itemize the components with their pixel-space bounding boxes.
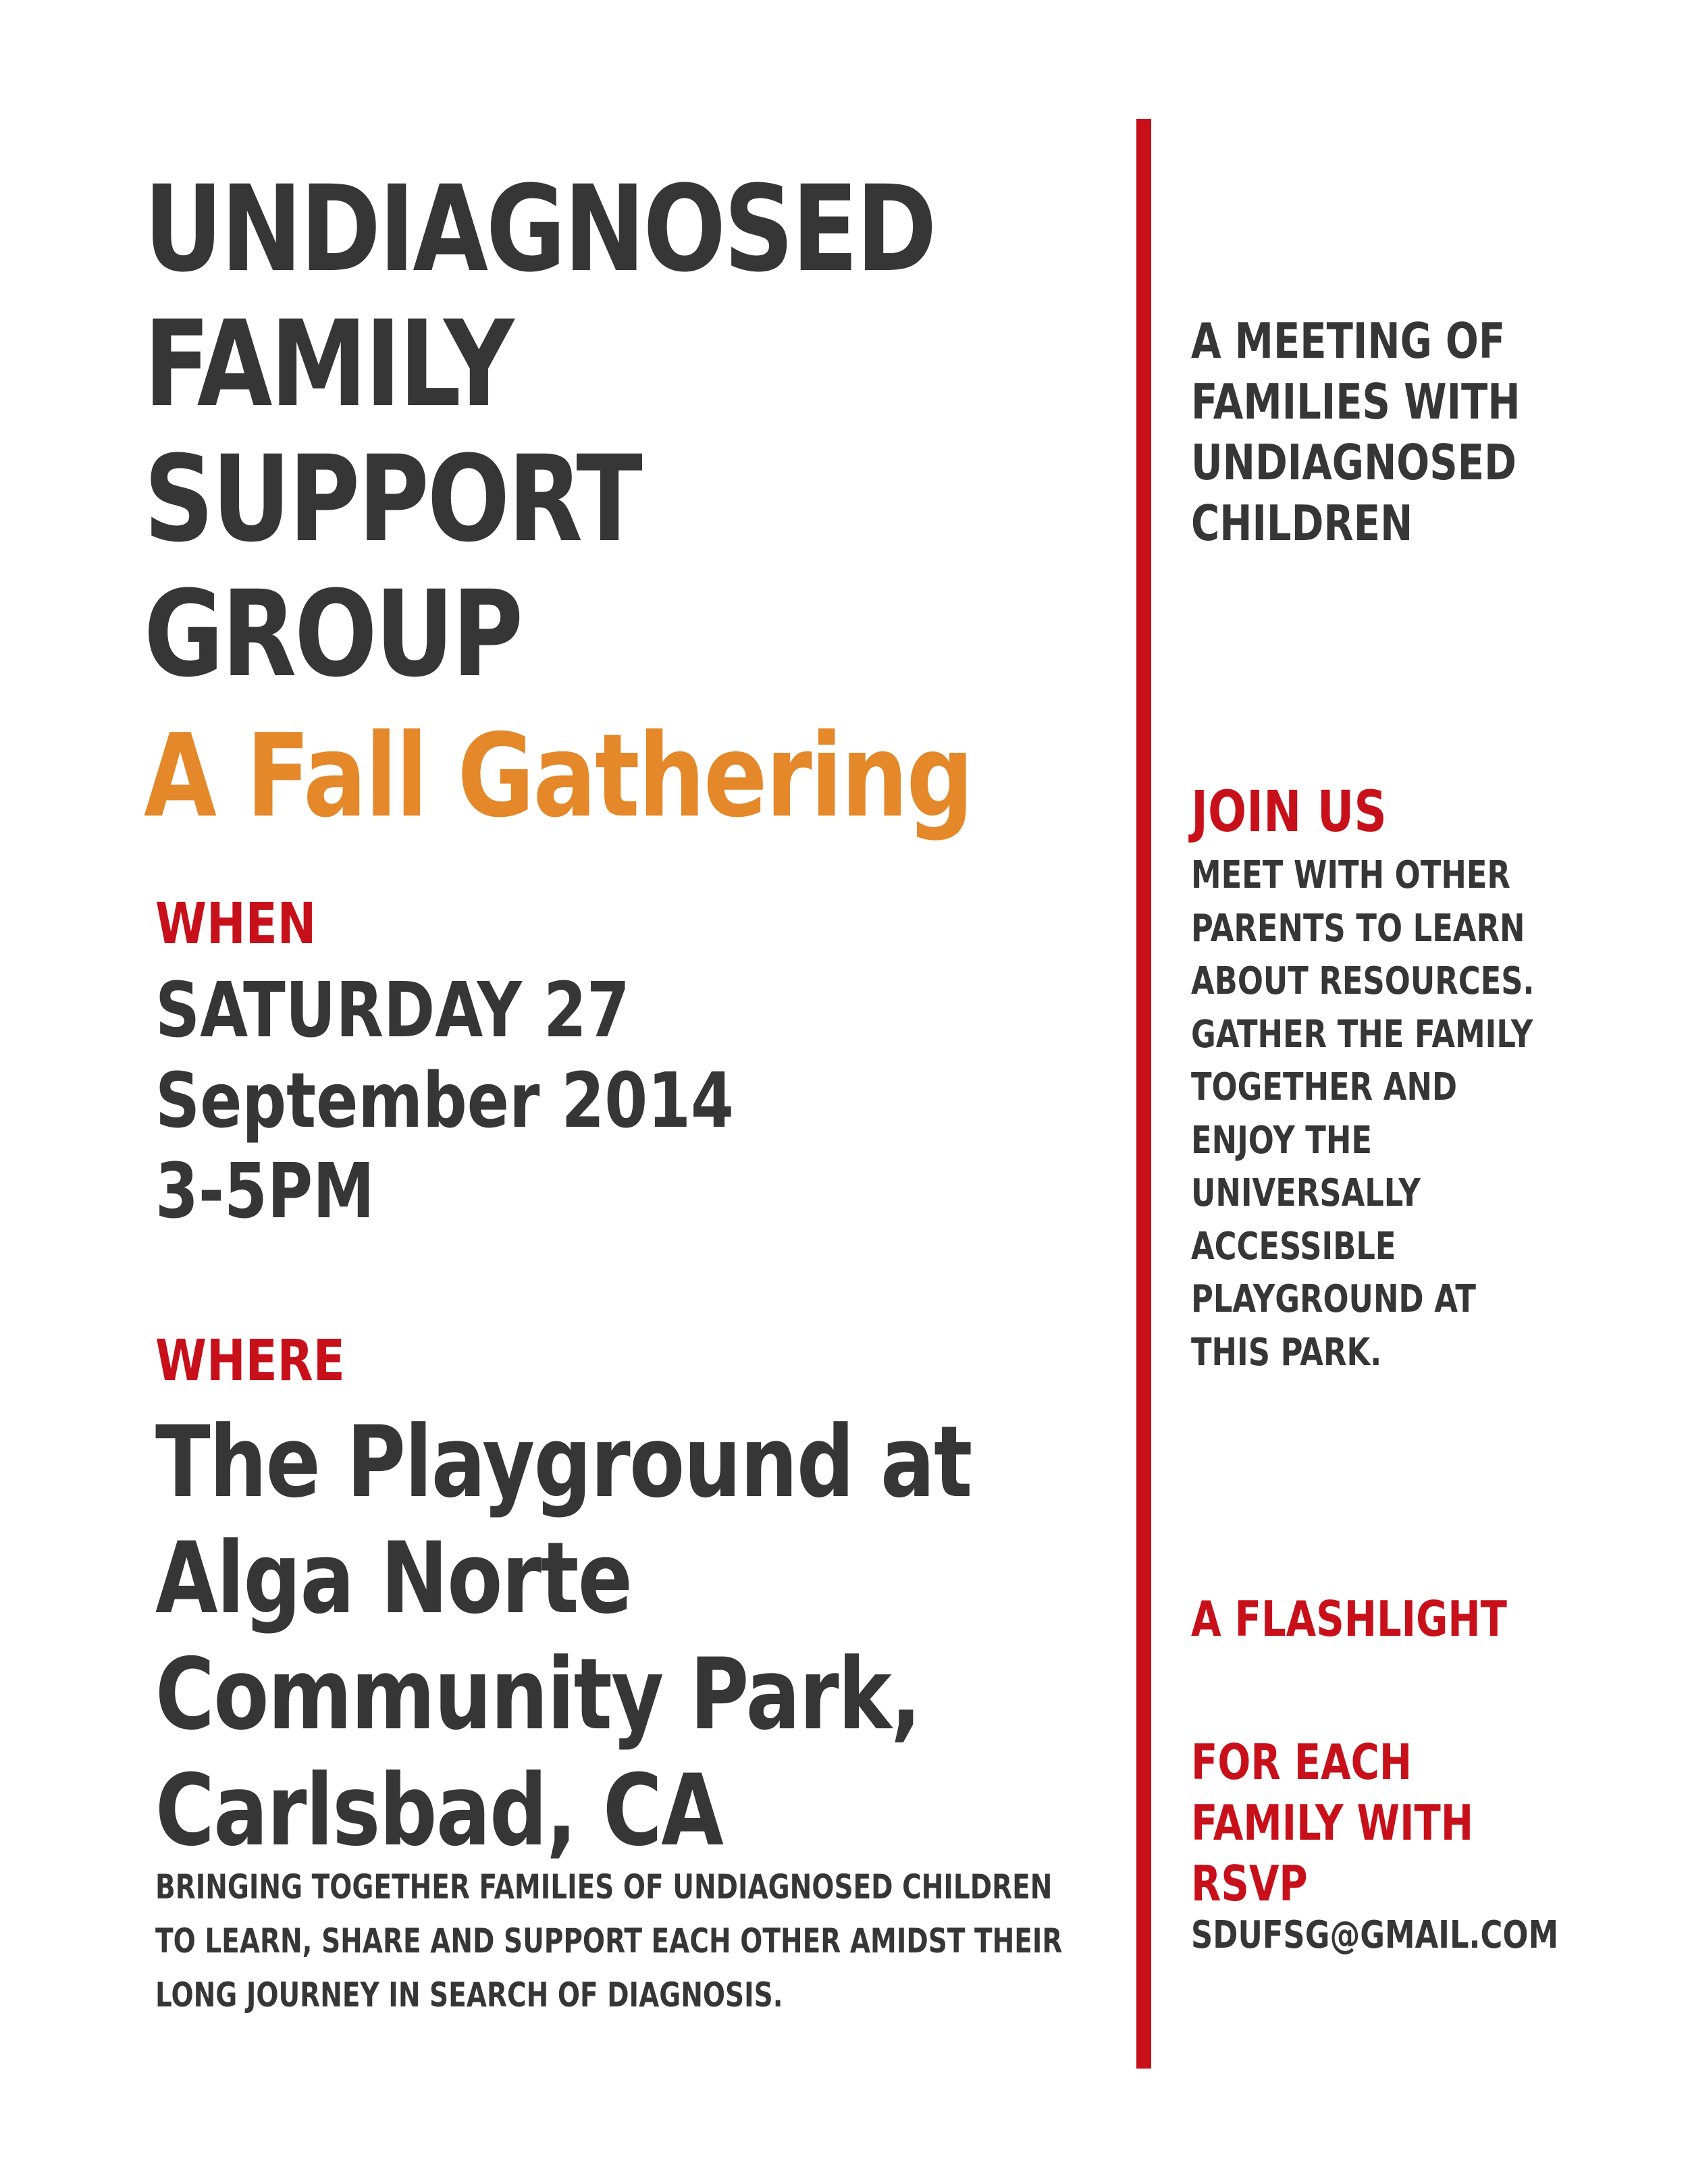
rsvp-line: RSVP — [1191, 1855, 1308, 1912]
meeting-description — [1191, 311, 1521, 554]
where-line: Community Park, — [155, 1637, 920, 1752]
title-line: FAMILY — [144, 295, 512, 433]
event-subtitle: A Fall Gathering — [144, 710, 972, 843]
flashlight-offer: A FLASHLIGHT — [1191, 1591, 1507, 1647]
title-line: UNDIAGNOSED — [144, 160, 935, 298]
join-line: GATHER THE FAMILY — [1191, 1012, 1533, 1057]
join-line: PARENTS TO LEARN — [1191, 906, 1525, 951]
join-line: UNIVERSALLY — [1191, 1171, 1421, 1215]
join-line: TOGETHER AND — [1191, 1065, 1458, 1109]
where-line: The Playground at — [155, 1405, 972, 1520]
rsvp-line: FAMILY WITH — [1191, 1794, 1474, 1851]
contact-email: SDUFSG@GMAIL.COM — [1191, 1913, 1559, 1957]
mission-line: TO LEARN, SHARE AND SUPPORT EACH OTHER AMIDST THEIR — [155, 1921, 1063, 1961]
join-us-heading: JOIN US — [1191, 778, 1387, 845]
mission-line: BRINGING TOGETHER FAMILIES OF UNDIAGNOSED CHILDREN — [155, 1867, 1053, 1907]
join-line: ABOUT RESOURCES. — [1191, 959, 1535, 1003]
mission-line: LONG JOURNEY IN SEARCH OF DIAGNOSIS. — [155, 1975, 783, 2015]
where-details — [155, 1404, 986, 1869]
join-line: ENJOY THE — [1191, 1118, 1372, 1163]
rsvp-line: FOR EACH — [1191, 1734, 1413, 1790]
meeting-line: A MEETING OF — [1191, 313, 1506, 369]
title-line: GROUP — [144, 565, 521, 703]
meeting-line: UNDIAGNOSED — [1191, 434, 1516, 491]
where-line: Carlsbad, CA — [155, 1753, 723, 1868]
when-details — [155, 965, 875, 1237]
when-time: 3-5PM — [155, 1148, 375, 1235]
mission-statement — [155, 1860, 1103, 2022]
join-line: ACCESSIBLE — [1191, 1224, 1396, 1269]
title-line: SUPPORT — [144, 430, 641, 568]
rsvp-note — [1191, 1732, 1473, 1914]
meeting-line: FAMILIES WITH — [1191, 373, 1521, 430]
where-label: WHERE — [155, 1327, 345, 1393]
join-line: MEET WITH OTHER — [1191, 853, 1510, 897]
where-line: Alga Norte — [155, 1521, 632, 1636]
when-label: WHEN — [155, 890, 317, 957]
meeting-line: CHILDREN — [1191, 495, 1413, 552]
join-us-body — [1191, 849, 1535, 1379]
join-line: THIS PARK. — [1191, 1330, 1382, 1375]
flyer-title — [144, 160, 935, 703]
vertical-divider — [1136, 119, 1151, 2069]
when-month-year: September 2014 — [155, 1057, 734, 1145]
join-line: PLAYGROUND AT — [1191, 1277, 1476, 1321]
when-date: SATURDAY 27 — [155, 967, 630, 1055]
